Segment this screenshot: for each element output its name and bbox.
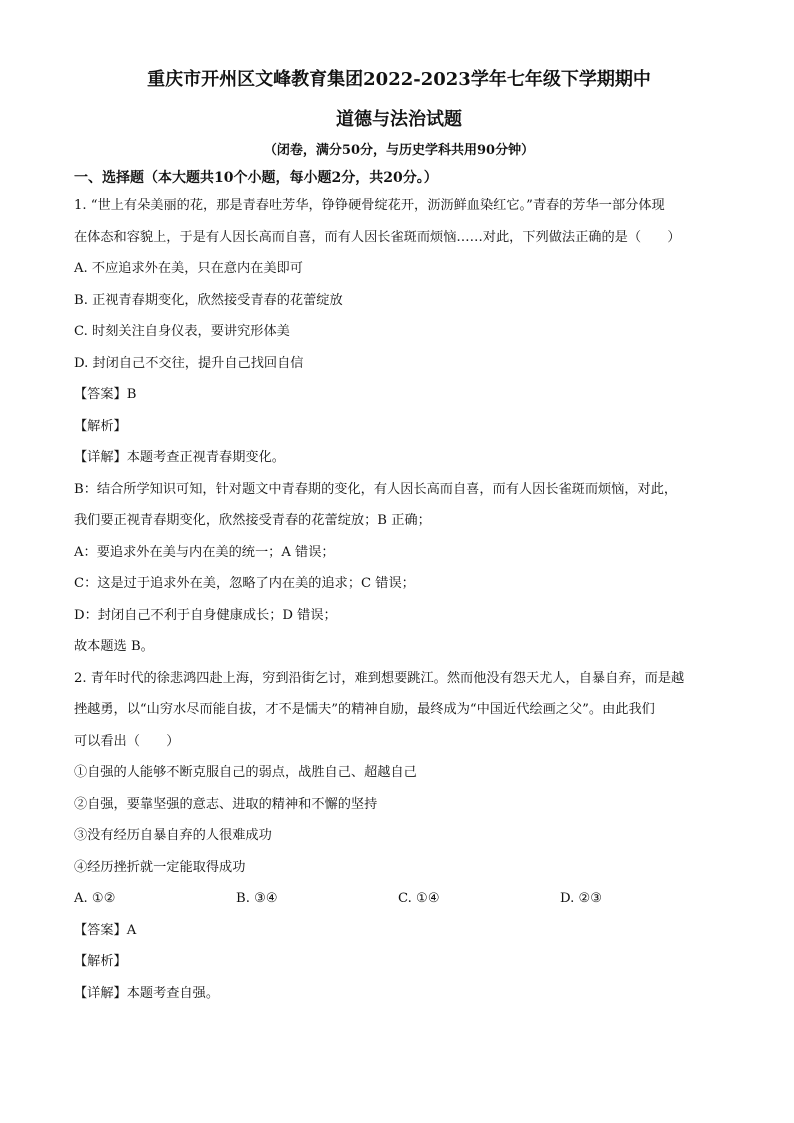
q2-item-1: ①自强的人能够不断克服自己的弱点，战胜自己、超越自己 (74, 765, 417, 780)
q1-explain-b-line2: 我们要正视青春期变化，欣然接受青春的花蕾绽放；B 正确； (74, 513, 431, 528)
q1-option-c: C. 时刻关注自身仪表，要讲究形体美 (74, 324, 290, 339)
page-subtitle: 道德与法治试题 (336, 109, 462, 130)
q1-stem-line1: 1. “世上有朵美丽的花，那是青春吐芳华，铮铮硬骨绽花开，沥沥鲜血染红它。”青春的芳华一部分体现 (74, 198, 665, 213)
question-1 (74, 190, 724, 663)
q1-answer: 【答案】B (74, 387, 137, 402)
q2-stem-line2: 挫越勇，以“山穷水尽而能自拔，才不是懦夫”的精神自励，最终成为“中国近代绘画之父”。由此我们 (74, 702, 655, 717)
q2-options (74, 883, 724, 915)
q1-explain-d: D：封闭自己不利于自身健康成长；D 错误； (74, 607, 337, 623)
q2-answer: 【答案】A (74, 922, 137, 938)
q1-detail: 【详解】本题考查正视青春期变化。 (74, 450, 285, 465)
question-2 (74, 663, 724, 1010)
q1-explain-c: C：这是过于追求外在美，忽略了内在美的追求；C 错误； (74, 576, 415, 591)
q2-analysis-label: 【解析】 (74, 954, 127, 969)
q1-conclusion: 故本题选 B。 (74, 639, 154, 654)
q1-stem-line2: 在体态和容貌上，于是有人因长高而自喜，而有人因长雀斑而烦恼……对此，下列做法正确的是（ ） (74, 229, 681, 245)
q2-item-4: ④经历挫折就一定能取得成功 (74, 859, 246, 875)
q1-option-b: B. 正视青春期变化，欣然接受青春的花蕾绽放 (74, 292, 343, 308)
q2-stem-line1: 2. 青年时代的徐悲鸿四赴上海，穷到沿街乞讨，难到想要跳江。然而他没有怨天尤人，自暴自弃，而是越 (74, 670, 685, 686)
q2-item-3: ③没有经历自暴自弃的人很难成功 (74, 828, 272, 843)
q1-option-a: A. 不应追求外在美，只在意内在美即可 (74, 261, 303, 276)
q1-explain-a: A：要追求外在美与内在美的统一；A 错误； (74, 544, 335, 560)
section-heading: 一、选择题（本大题共10个小题，每小题2分，共20分。） (74, 170, 438, 186)
q1-option-d: D. 封闭自己不交往，提升自己找回自信 (74, 355, 304, 371)
q2-detail: 【详解】本题考查自强。 (74, 985, 220, 1001)
q2-item-2: ②自强，要靠坚强的意志、进取的精神和不懈的坚持 (74, 796, 378, 812)
q2-option-c: C. ①④ (398, 891, 440, 906)
exam-note: （闭卷，满分50分，与历史学科共用90分钟） (263, 143, 535, 158)
q2-option-d: D. ②③ (560, 891, 603, 906)
q2-option-b: B. ③④ (236, 891, 278, 906)
q2-stem-line3: 可以看出（ ） (74, 733, 180, 749)
page-title: 重庆市开州区文峰教育集团2022-2023学年七年级下学期期中 (147, 69, 651, 90)
q1-analysis-label: 【解析】 (74, 418, 127, 434)
q1-explain-b-line1: B：结合所学知识可知，针对题文中青春期的变化，有人因长高而自喜，而有人因长雀斑而烦恼，对此， (74, 481, 678, 497)
q2-option-a: A. ①② (74, 891, 116, 906)
